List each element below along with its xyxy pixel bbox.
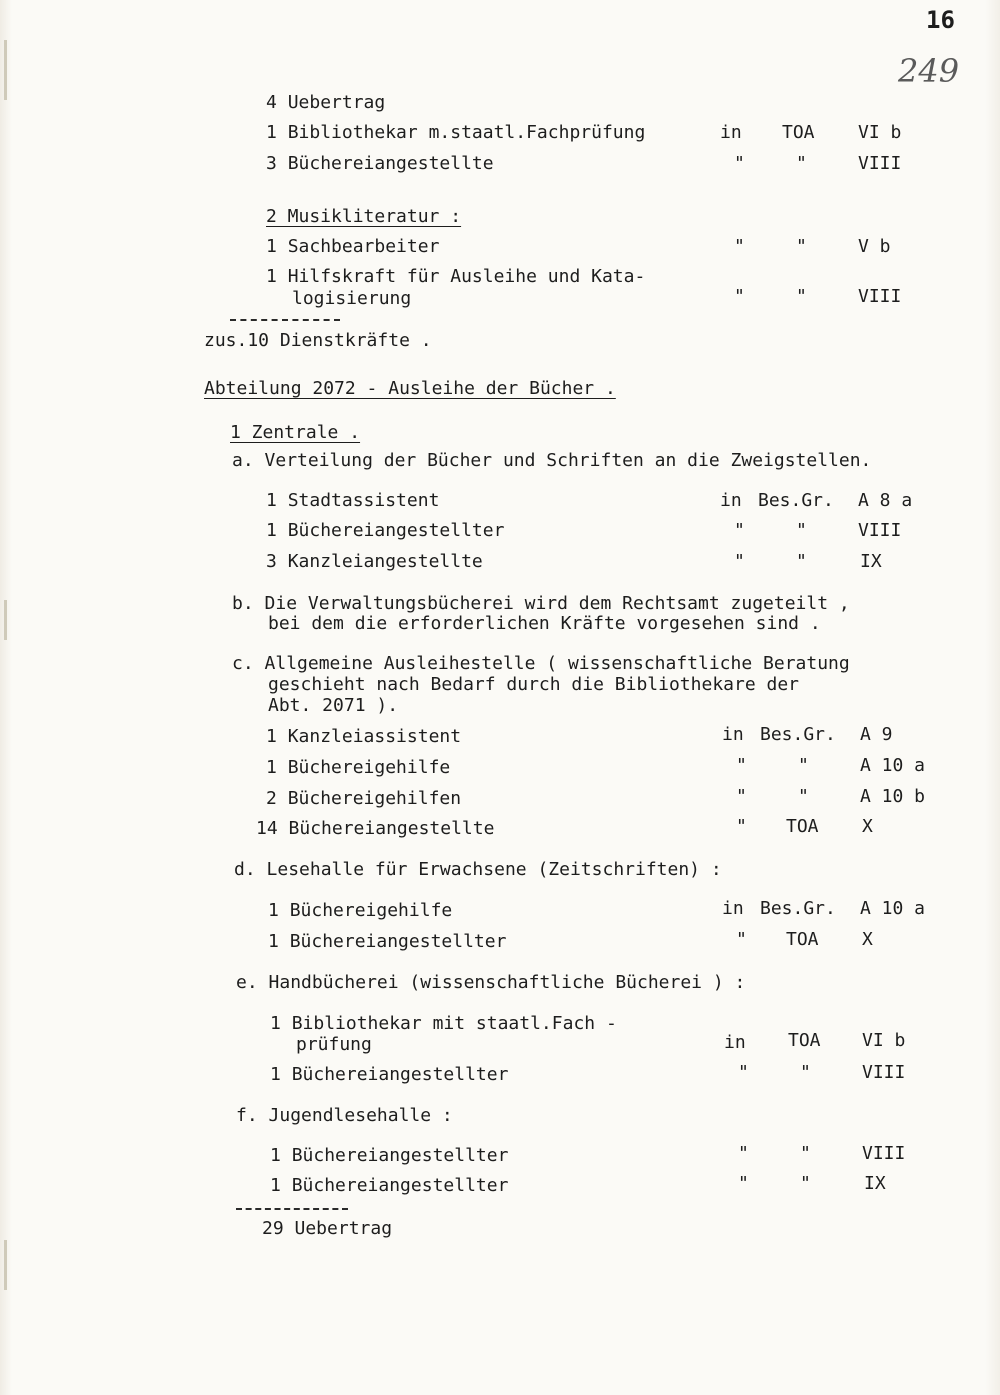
row-col2: " <box>796 551 807 572</box>
row-col1: " <box>736 755 747 776</box>
row-col3: IX <box>864 1173 886 1194</box>
row-col3: VI b <box>862 1030 906 1051</box>
row-col2: " <box>796 286 807 307</box>
row-col3: VIII <box>862 1062 906 1083</box>
row-text: 2 Büchereigehilfen <box>266 788 462 809</box>
row-text: 1 Hilfskraft für Ausleihe und Kata- <box>266 266 646 287</box>
row-col1: " <box>738 1143 749 1164</box>
row-text: 1 Bibliothekar mit staatl.Fach - <box>270 1013 617 1034</box>
item-c: c. Allgemeine Ausleihestelle ( wissenschaftliche Beratung <box>232 653 850 674</box>
total-line: zus.10 Dienstkräfte . <box>204 330 432 351</box>
row-col3: VIII <box>858 520 902 541</box>
row-col2: TOA <box>786 929 819 950</box>
row-col1: " <box>736 786 747 807</box>
sum-divider <box>236 1208 348 1210</box>
row-col1: " <box>734 153 745 174</box>
subheading-zentrale: 1 Zentrale . <box>230 422 361 443</box>
row-col1: in <box>724 1032 746 1053</box>
item-f: f. Jugendlesehalle : <box>236 1105 453 1126</box>
row-text: 1 Büchereiangestellter <box>270 1064 509 1085</box>
row-text: 1 Büchereiangestellter <box>270 1175 509 1196</box>
row-text: 1 Büchereiangestellter <box>270 1145 509 1166</box>
row-text: 14 Büchereiangestellte <box>256 818 495 839</box>
row-text: 3 Kanzleiangestellte <box>266 551 483 572</box>
row-col3: A 8 a <box>858 490 913 511</box>
row-col2: Bes.Gr. <box>760 898 836 919</box>
row-col3: IX <box>860 551 882 572</box>
row-col1: " <box>734 551 745 572</box>
row-col3: A 10 a <box>860 755 926 776</box>
item-b: b. Die Verwaltungsbücherei wird dem Rechtsamt zugeteilt , <box>232 593 850 614</box>
row-text: 1 Kanzleiassistent <box>266 726 462 747</box>
row-col2: " <box>798 755 809 776</box>
row-col3: X <box>862 929 873 950</box>
section-heading: Abteilung 2072 - Ausleihe der Bücher . <box>204 378 616 399</box>
row-col2: " <box>800 1062 811 1083</box>
line-carryover: 4 Uebertrag <box>266 92 386 113</box>
row-text: 1 Büchereiangestellter <box>266 520 505 541</box>
row-text: 1 Bibliothekar m.staatl.Fachprüfung <box>266 122 646 143</box>
row-col1: in <box>720 490 742 511</box>
row-text-continuation: logisierung <box>292 288 412 309</box>
row-col3: V b <box>858 236 891 257</box>
row-col2: " <box>796 236 807 257</box>
row-col2: Bes.Gr. <box>758 490 834 511</box>
row-text: 1 Büchereiangestellter <box>268 931 507 952</box>
row-col1: in <box>722 724 744 745</box>
row-col2: " <box>800 1143 811 1164</box>
row-text: 1 Sachbearbeiter <box>266 236 440 257</box>
row-col2: " <box>796 520 807 541</box>
item-a: a. Verteilung der Bücher und Schriften an die Zweigstellen. <box>232 450 872 471</box>
page-edge-mark <box>4 600 7 640</box>
row-col1: " <box>736 929 747 950</box>
row-col3: A 10 b <box>860 786 926 807</box>
row-col1: " <box>738 1173 749 1194</box>
carryover-total: 29 Uebertrag <box>262 1218 393 1239</box>
row-col2: TOA <box>788 1030 821 1051</box>
sum-divider <box>230 319 340 321</box>
item-c-continuation: Abt. 2071 ). <box>268 695 399 716</box>
row-col1: " <box>734 236 745 257</box>
row-col1: " <box>738 1062 749 1083</box>
item-c-continuation: geschieht nach Bedarf durch die Bibliothekare der <box>268 674 800 695</box>
row-col1: " <box>734 286 745 307</box>
row-col3: X <box>862 816 873 837</box>
row-col1: " <box>734 520 745 541</box>
row-col2: TOA <box>786 816 819 837</box>
row-text: 1 Büchereigehilfe <box>266 757 451 778</box>
handwritten-folio: 249 <box>898 52 960 90</box>
page-edge-mark <box>4 1240 7 1290</box>
page-number: 16 <box>926 6 955 34</box>
row-col3: A 10 a <box>860 898 926 919</box>
row-col1: in <box>720 122 742 143</box>
row-col3: VIII <box>862 1143 906 1164</box>
row-col3: VI b <box>858 122 902 143</box>
row-text: 1 Stadtassistent <box>266 490 440 511</box>
row-col3: VIII <box>858 286 902 307</box>
row-col2: " <box>798 786 809 807</box>
subheading-musikliteratur: 2 Musikliteratur : <box>266 206 462 227</box>
row-col2: " <box>796 153 807 174</box>
item-d: d. Lesehalle für Erwachsene (Zeitschriften) : <box>234 859 722 880</box>
row-text: 1 Büchereigehilfe <box>268 900 453 921</box>
row-col1: " <box>736 816 747 837</box>
row-col2: Bes.Gr. <box>760 724 836 745</box>
row-col3: A 9 <box>860 724 893 745</box>
row-col2: TOA <box>782 122 815 143</box>
row-text-continuation: prüfung <box>296 1034 372 1055</box>
item-b-continuation: bei dem die erforderlichen Kräfte vorgesehen sind . <box>268 613 821 634</box>
row-text: 3 Büchereiangestellte <box>266 153 494 174</box>
row-col2: " <box>800 1173 811 1194</box>
row-col3: VIII <box>858 153 902 174</box>
page-edge-mark <box>4 40 7 100</box>
item-e: e. Handbücherei (wissenschaftliche Bücherei ) : <box>236 972 746 993</box>
row-col1: in <box>722 898 744 919</box>
